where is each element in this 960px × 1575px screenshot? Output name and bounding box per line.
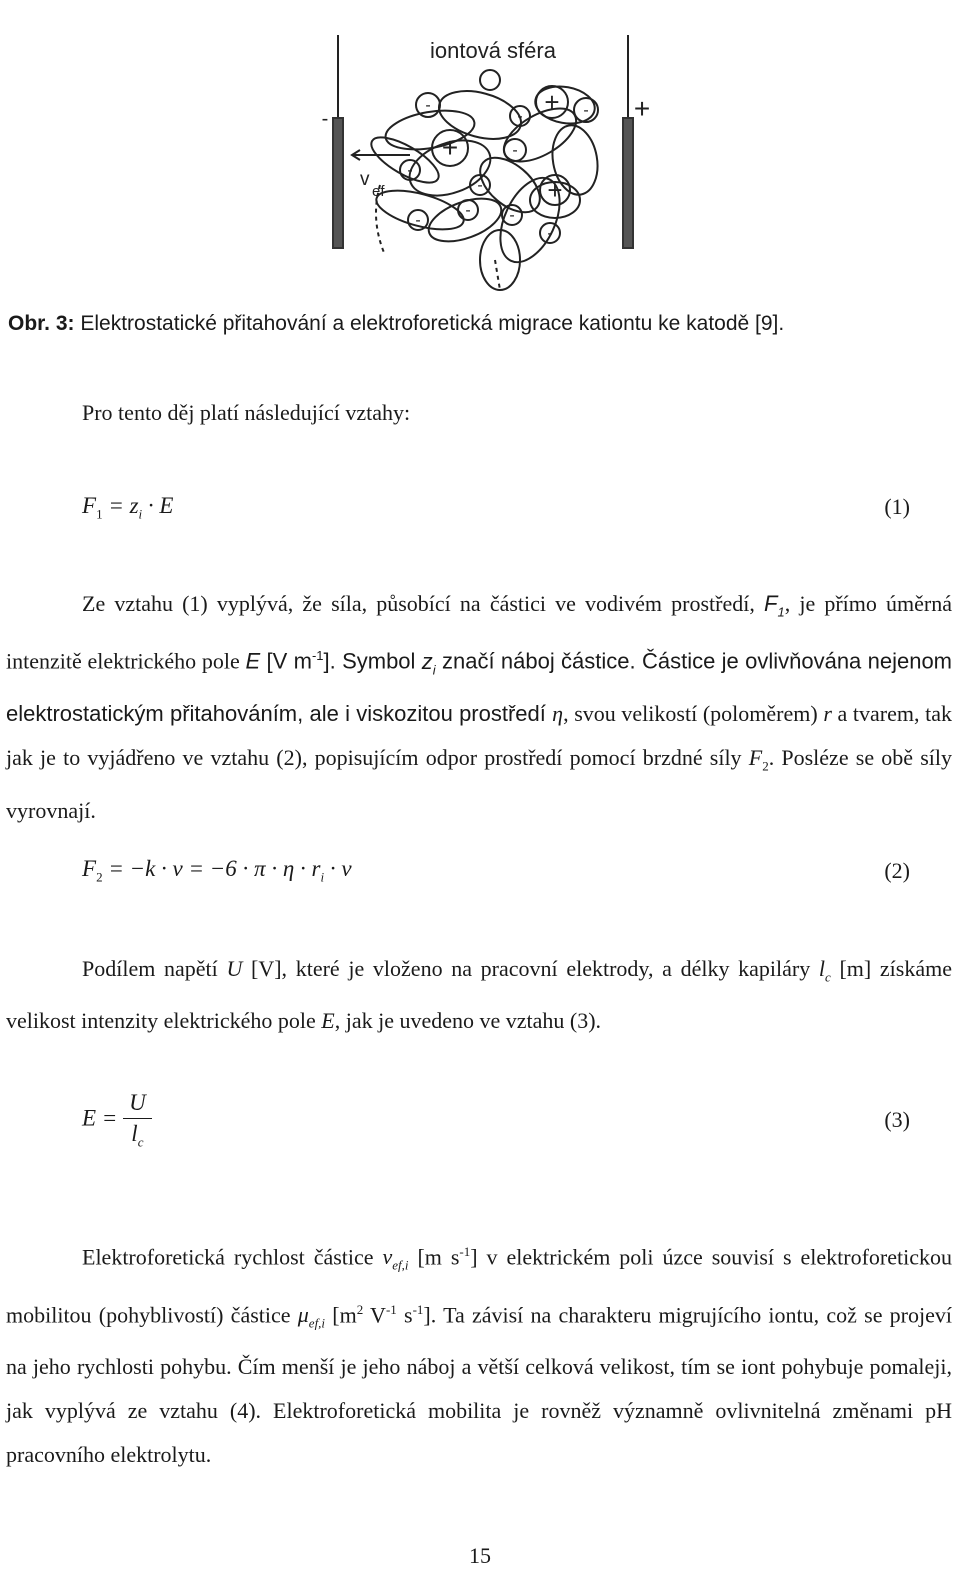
charge-sign: + [441, 132, 459, 163]
ion-sphere-figure [300, 20, 670, 295]
para1-text: [V m [260, 648, 312, 674]
caption-prefix: Obr. 3: [8, 312, 75, 335]
paragraph-3: Elektroforetická rychlost částice $v_{ef,i}$ [m $s^{-1}$] v elektrickém poli úzce souvisí s elektroforetickou mobilitou (pohyblivostí) částice $\mu_{ef,i}$ [$m^2$ $V^{-1}$ $s^{-1}$]. Ta závisí na charakteru migrujícího iontu, což se projeví na jeho rychlosti pohybu. Čím menší je jeho náboj a větší celková velikost, tím se iont pohybuje pomaleji, jak vyplývá ze vztahu (4). Elektroforetická mobilita je rovněž významně ovlivnitelná změnami pH pracovního elektrolytu. [6, 1244, 952, 1468]
para1-text: -1 [311, 648, 324, 664]
para1-text: ]. Symbol [323, 648, 422, 674]
para2-text: [V], které je vloženo na pracovní elektrody, a délky kapiláry [242, 956, 819, 981]
paragraph-1: Ze vztahu (1) vyplývá, že síla, působící na částici ve vodivém prostředí, $F_1$, je přímo úměrná intenzitě elektrického pole E [V $m^{-1}$]. Symbol $z_i$ značí náboj částice. Částice je ovlivňována nejenom elektrostatickým přitahováním, ale i viskozitou prostředí η, svou velikostí (poloměrem) r a tvarem, tak jak je to vyjádřeno ve vztahu (2), popisujícím odpor prostředí pomocí brzdné síly $F_2$. Posléze se obě síly vyrovnají. [6, 591, 953, 823]
charge-sign: - [415, 212, 421, 229]
charge-sign: - [407, 162, 413, 179]
para3-text: -1 [385, 1301, 397, 1317]
paragraph-2: Podílem napětí U [V], které je vloženo na pracovní elektrody, a délky kapiláry $l_c$ [m] získáme velikost intenzity elektrického pole E, jak je uvedeno ve vztahu (3). [6, 956, 952, 1034]
intro-text: Pro tento děj platí následující vztahy: [82, 400, 411, 425]
para1-text: a tvarem, tak jak je to vyjádřeno ve vztahu (2), popisujícím odpor prostředí pomocí brzdné síly [6, 701, 953, 771]
page-number: 15 [469, 1543, 491, 1568]
ion-sphere-label: iontová sféra [430, 38, 556, 63]
para1-text: Ze vztahu (1) vyplývá, že síla, působící na částici ve vodivém prostředí, [82, 591, 765, 616]
equation-3-number: (3) [884, 1107, 910, 1132]
equation-2-number: (2) [884, 858, 910, 883]
equation-2: $F_2 = -k \cdot \nu = -6 \cdot \pi \cdot \eta \cdot r_i \cdot \nu$ [82, 856, 352, 885]
charge-sign: - [509, 207, 515, 224]
para1-text: Částice je ovlivňována nejenom elektrostatickým přitahováním, ale i viskozitou prostředí [6, 648, 953, 727]
para3-text: Elektroforetická rychlost částice [82, 1244, 383, 1270]
charge-sign: + [547, 175, 563, 205]
para3-text: ]. Ta závisí na charakteru migrujícího iontu, což se projeví na jeho rychlosti pohybu. Čím menší je jeho náboj a větší celková velikost, tím se iont pohybuje pomaleji, jak vyplývá ze vztahu (4). Elektroforetická mobilita je rovněž významně ovlivnitelná změnami pH pracovního elektrolytu. [6, 1302, 952, 1468]
electrode-right [623, 118, 633, 248]
para1-text: značí náboj částice. [435, 648, 636, 674]
para2-text: , jak je uvedeno ve vztahu (3). [334, 1008, 602, 1034]
para3-text: -1 [459, 1244, 471, 1259]
electrode-left [333, 118, 343, 248]
para1-text: . Posléze se obě síly vyrovnají. [6, 745, 952, 823]
para3-text: ] v elektrickém poli úzce souvisí s elektroforetickou mobilitou (pohyblivostí) částice [6, 1244, 952, 1328]
solvent-ellipse [365, 129, 445, 191]
para3-text: s [396, 1302, 413, 1328]
para1-text: , svou velikostí (poloměrem) [563, 701, 824, 727]
para3-text: -1 [412, 1301, 424, 1317]
figure-caption [8, 312, 784, 336]
equation-3: E = $\frac{U}{l_c}$ [82, 1090, 152, 1151]
charge-sign: - [547, 225, 553, 242]
charge-sign: - [517, 108, 523, 125]
velocity-label-sub: ef [372, 183, 385, 200]
caption-text: Elektrostatické přitahování a elektroforetická migrace kationtu ke katodě [9]. [74, 312, 785, 335]
para3-text: 2 [356, 1301, 364, 1317]
sphere-boundary [495, 260, 500, 290]
charge-sign: - [512, 142, 518, 159]
para1-text: , je přímo úměrná intenzitě elektrického pole [6, 591, 952, 674]
charge-sign: - [583, 102, 589, 119]
charge-sign: + [544, 87, 560, 117]
charge-sign: - [425, 97, 431, 114]
electrode-left-sign: - [321, 108, 329, 130]
equation-1-number: (1) [884, 494, 910, 519]
para3-text: [m s [408, 1244, 460, 1270]
charge-sign: - [477, 177, 483, 194]
para3-text: [m [325, 1302, 357, 1328]
equation-1: $F_1 = z_i \cdot E$ [82, 493, 174, 522]
ion-circle [480, 70, 500, 90]
charge-sign: - [465, 202, 471, 219]
para2-text: [m] získáme velikost intenzity elektrického pole [6, 956, 952, 1034]
electrode-right-sign: + [633, 93, 651, 124]
para2-text: Podílem napětí [82, 956, 227, 981]
para3-text: V [363, 1302, 386, 1328]
velocity-label: v [360, 169, 370, 190]
